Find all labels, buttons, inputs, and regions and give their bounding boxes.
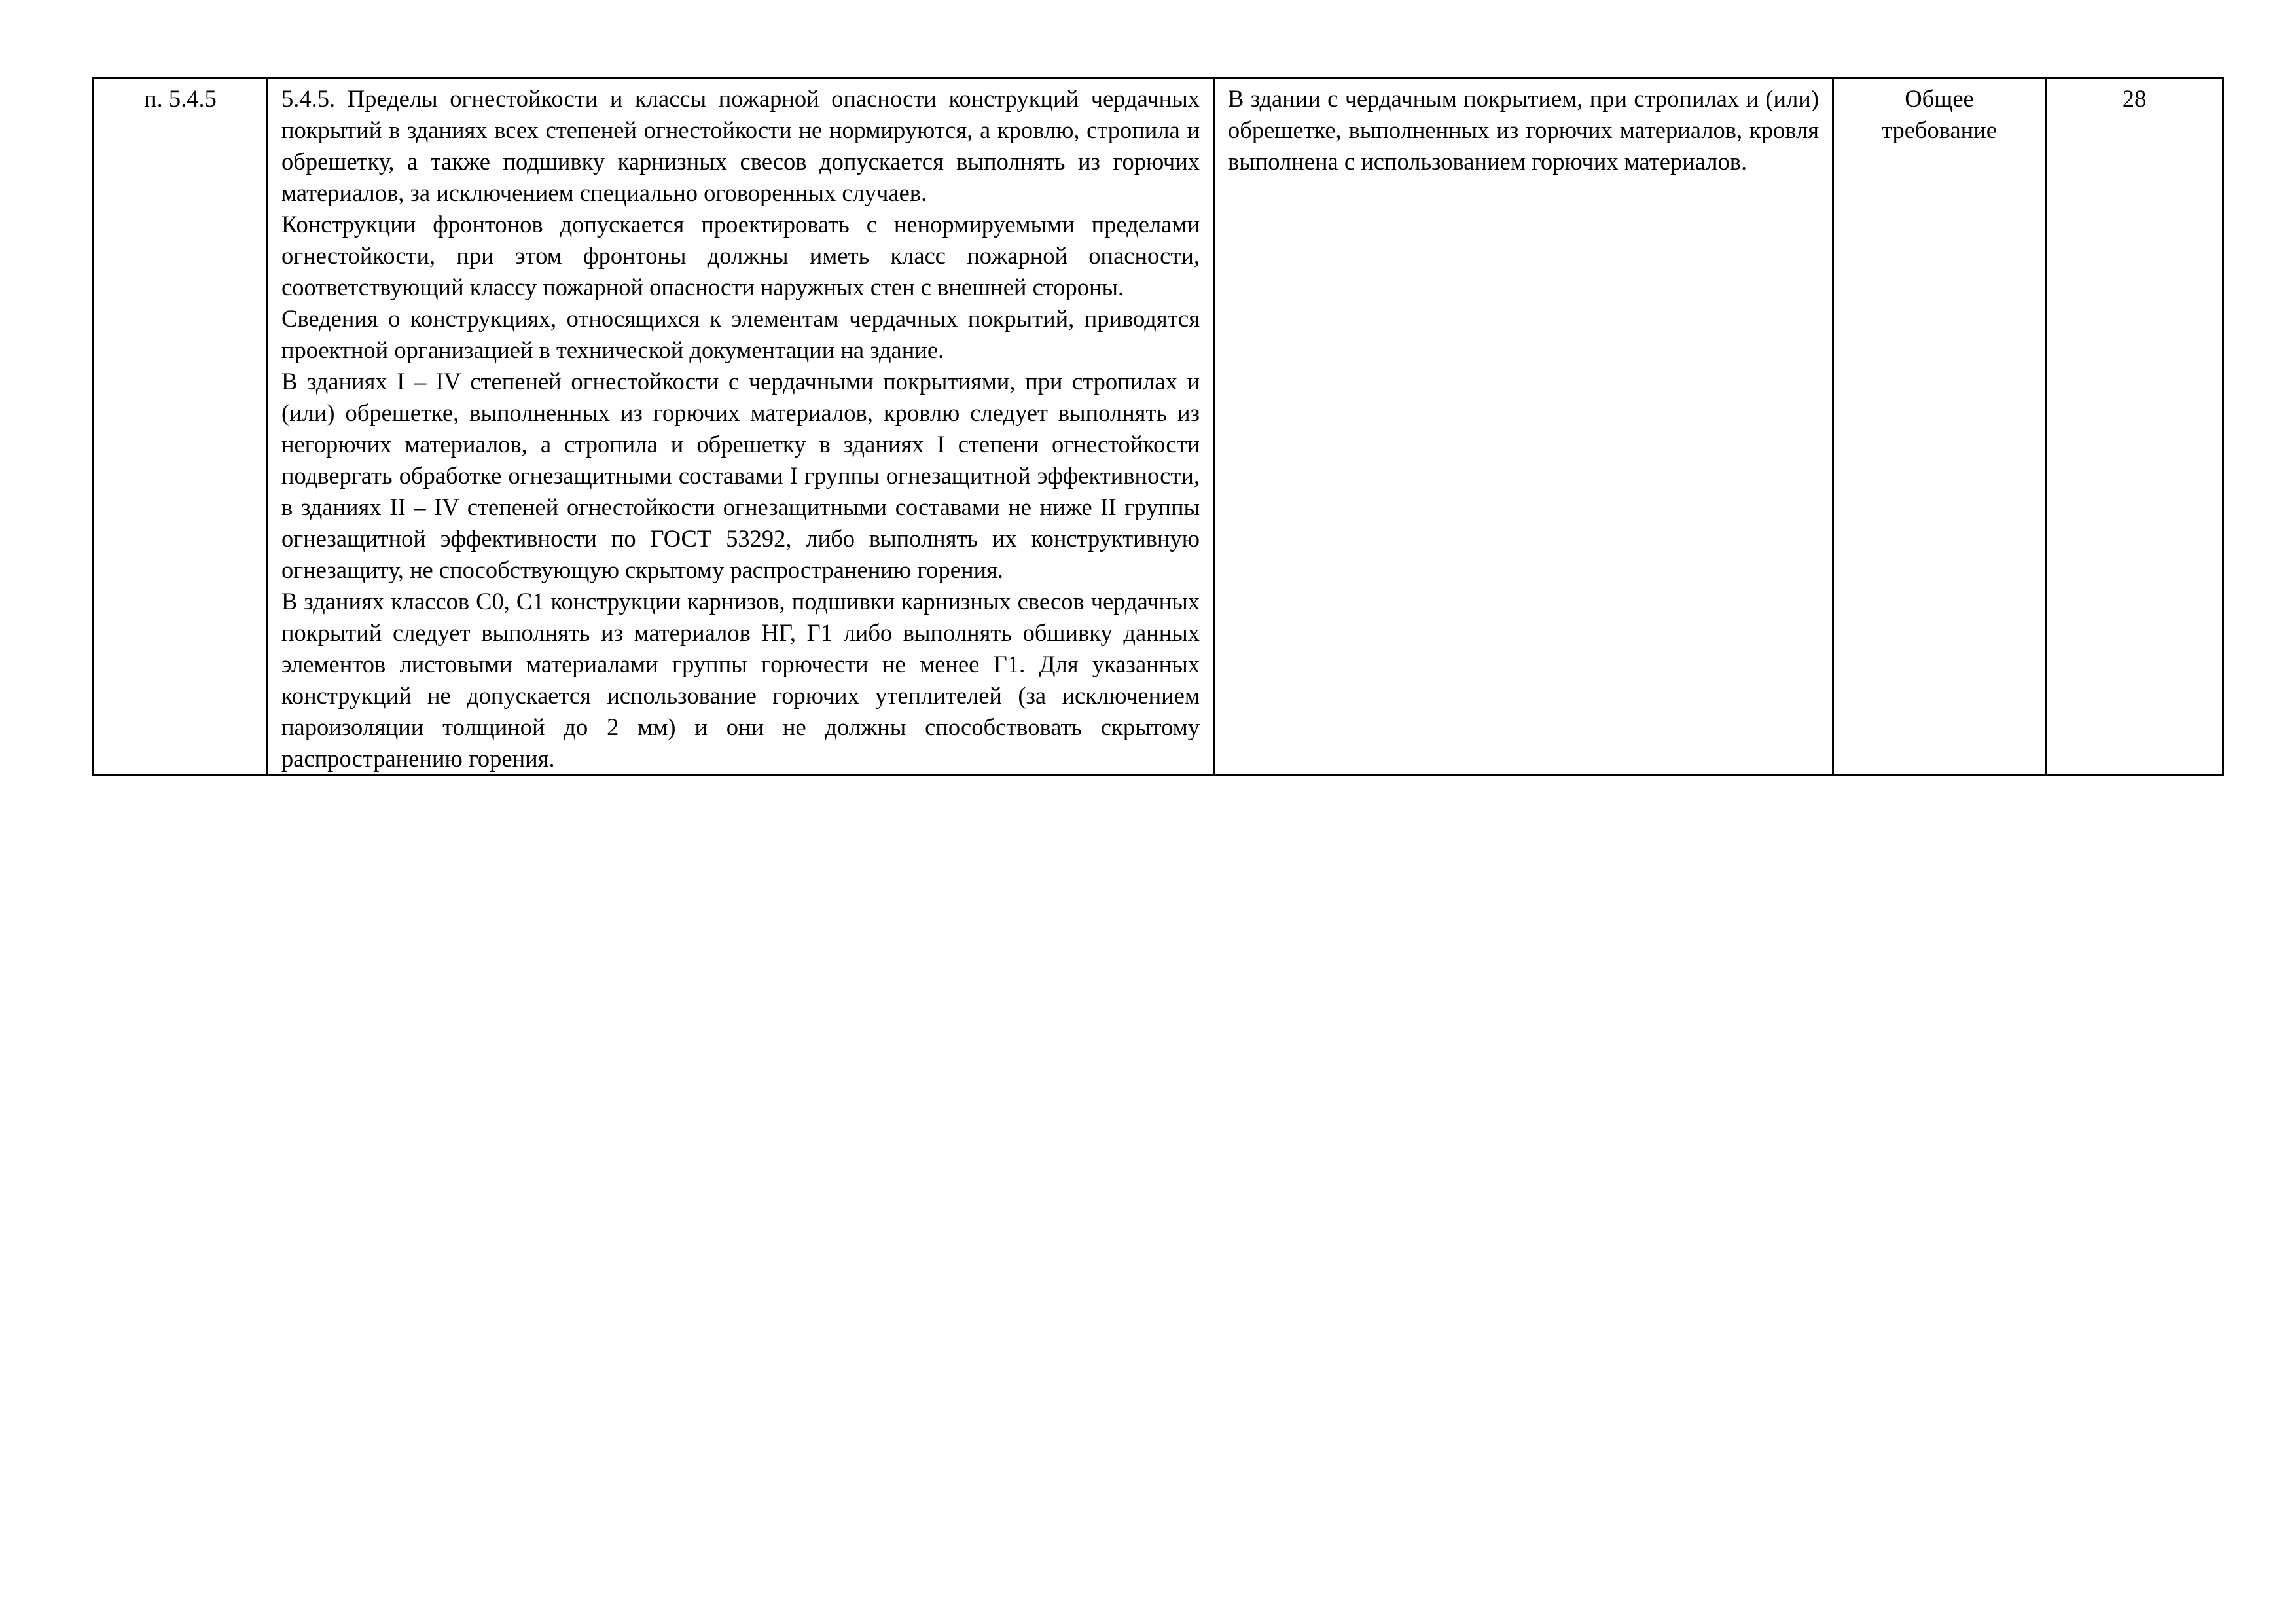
requirement-type-line: требование (1882, 117, 1997, 143)
requirement-type-line: Общее (1905, 85, 1974, 112)
requirement-text-cell (268, 79, 1214, 776)
table-row (94, 79, 2223, 776)
requirement-paragraph: В зданиях I – IV степеней огнестойкости с чердачными покрытиями, при стропилах и (или) обрешетке, выполненных из горючих материалов, кровлю следует выполнять из негорючих материалов, а стропила и обрешетку в зданиях I степени огнестойкости подвергать обработке огнезащитными составами I группы огнезащитной эффективности, в зданиях II – IV степеней огнестойкости огнезащитными составами не ниже II группы огнезащитной эффективности по ГОСТ 53292, либо выполнять их конструктивную огнезащиту, не способствующую скрытому распространению горения. (281, 368, 1200, 583)
requirement-type-cell (1833, 79, 2046, 776)
clause-reference-cell (94, 79, 268, 776)
observation-text: В здании с чердачным покрытием, при стропилах и (или) обрешетке, выполненных из горючих материалов, кровля выполнена с использованием горючих материалов. (1228, 85, 1819, 175)
page-number: 28 (2122, 85, 2147, 112)
requirement-paragraph: Конструкции фронтонов допускается проектировать с ненормируемыми пределами огнестойкости, при этом фронтоны должны иметь класс пожарной опасности, соответствующий классу пожарной опасности наружных стен с внешней стороны. (281, 211, 1200, 300)
requirements-table (92, 77, 2224, 776)
page-number-cell (2046, 79, 2223, 776)
requirement-paragraph: В зданиях классов С0, С1 конструкции карнизов, подшивки карнизных свесов чердачных покрытий следует выполнять из материалов НГ, Г1 либо выполнять обшивку данных элементов листовыми материалами группы горючести не менее Г1. Для указанных конструкций не допускается использование горючих утеплителей (за исключением пароизоляции толщиной до 2 мм) и они не должны способствовать скрытому распространению горения. (281, 588, 1200, 772)
requirement-paragraph: 5.4.5. Пределы огнестойкости и классы пожарной опасности конструкций чердачных покрытий в зданиях всех степеней огнестойкости не нормируются, а кровлю, стропила и обрешетку, а также подшивку карнизных свесов допускается выполнять из горючих материалов, за исключением специально оговоренных случаев. (281, 85, 1200, 206)
requirement-paragraph: Сведения о конструкциях, относящихся к элементам чердачных покрытий, приводятся проектной организацией в технической документации на здание. (281, 305, 1200, 363)
clause-reference: п. 5.4.5 (144, 85, 217, 112)
observation-cell (1214, 79, 1833, 776)
